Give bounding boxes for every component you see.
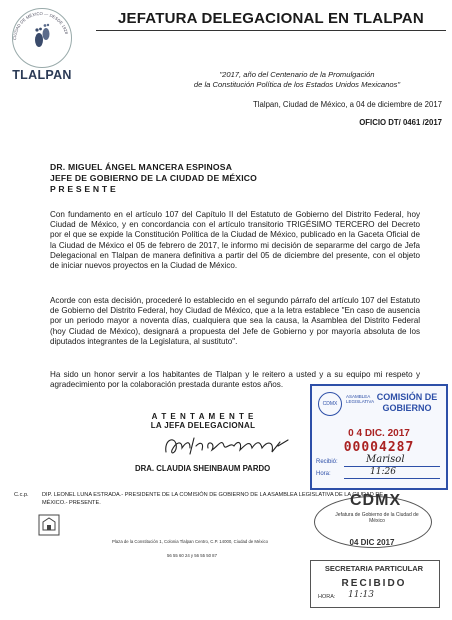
asamblea-emblem: ASAMBLEA LEGISLATIVA — [346, 394, 375, 404]
footer-emblem-icon — [38, 514, 60, 536]
closing: A T E N T A M E N T E — [151, 412, 255, 421]
hora-handwriting: 11:26 — [370, 467, 396, 477]
cdmx-emblem-icon: CDMX — [318, 392, 342, 416]
office: LA JEFA DELEGACIONAL — [150, 421, 256, 430]
cc-text: DIP. LEONEL LUNA ESTRADA.- PRESIDENTE DE LA COMISIÓN DE GOBIERNO DE LA ASAMBLEA LEGISLATIVA DE LA CIUDAD DE MÉXICO.- PRESENTE. — [42, 492, 384, 506]
handwritten-signature — [160, 428, 300, 464]
logo-wordmark: TLALPAN — [12, 68, 72, 82]
footer-phone: 56 55 60 24 y 56 55 50 87 — [167, 553, 217, 558]
date-line: Tlalpan, Ciudad de México, a 04 de diciembre de 2017 — [253, 100, 442, 109]
comision-gobierno-stamp — [310, 384, 448, 490]
page-title: JEFATURA DELEGACIONAL EN TLALPAN — [118, 10, 424, 27]
signature-text: Claudia Sheinbaum — [170, 437, 197, 441]
stamp-date: 04 DIC 2017 — [349, 538, 395, 547]
secretaria-particular-stamp — [296, 490, 446, 610]
hora-label: Hora: — [316, 471, 331, 477]
footer-address: Plaza de la Constitución 1, Colonia Tlalpan Centro, C.P. 14000, Ciudad de México — [111, 539, 269, 544]
paragraph-1: Con fundamento en el artículo 107 del Capítulo II del Estatuto de Gobierno del Distrito Federal, hoy Ciudad de México, y en concordancia con el artículo transitorio TRIGÉSIMO TERCERO del Decreto por el que se expide la Constitución Política de la Ciudad de México, publicado en la Gaceta Oficial de la Ciudad de México el 05 de febrero de 2017, le informo mi decisión de separarme del cargo de Jefa Delegacional en Tlalpan de manera definitiva a partir del 05 de diciembre del presente, con el objeto de iniciar nuevos proyectos en la Ciudad de México. — [50, 210, 420, 271]
paragraph-2: Acorde con esta decisión, procederé lo establecido en el segundo párrafo del artículo 107 del Estatuto de Gobierno del Distrito Federal, hoy Ciudad de México, que a la letra establece "En caso de ausencia por un periodo mayor a noventa días, cualquiera que sea la causa, la Asamblea del Distrito Federal (hoy Ciudad de México), designará a propuesta del Jefe de Gobierno y por mayoría absoluta de los diputados integrantes de la Legislatura, al sustituto". — [50, 296, 420, 346]
logo-ring-label: CIUDAD DE MÉXICO — DESDE 1928 — [11, 10, 70, 41]
signer-name: DRA. CLAUDIA SHEINBAUM PARDO — [135, 464, 271, 473]
stamp-date: 0 4 DIC. 2017 — [348, 428, 410, 439]
stamp-hora-label: HORA: — [318, 594, 336, 600]
cc-label: C.c.p. — [14, 492, 29, 498]
oficio-number: OFICIO DT/ 0461 /2017 — [359, 118, 442, 127]
addressee-present: P R E S E N T E — [50, 184, 116, 194]
stamp-recibido: RECIBIDO — [341, 578, 407, 589]
stamp-secretaria: SECRETARIA PARTICULAR — [324, 564, 424, 573]
stamp-cdmx: CDMX — [350, 492, 402, 509]
stamp-subtitle: Jefatura de Gobierno de la Ciudad de México — [335, 512, 419, 524]
motto-line-1: "2017, año del Centenario de la Promulgación — [219, 70, 375, 79]
stamp-title: COMISIÓN DE GOBIERNO — [376, 392, 438, 413]
tlalpan-logo — [8, 8, 76, 88]
paragraph-3: Ha sido un honor servir a los habitantes de Tlalpan y le reitero a usted y a su equipo mi respeto y agradecimiento por la colaboración prestada durante estos años. — [50, 370, 420, 390]
motto — [176, 70, 418, 90]
header-divider — [96, 30, 446, 31]
addressee-role: JEFE DE GOBIERNO DE LA CIUDAD DE MÉXICO — [50, 173, 258, 183]
stamp-hora-value: 11:13 — [348, 590, 374, 600]
motto-line-2: de la Constitución Política de los Estados Unidos Mexicanos" — [193, 80, 401, 89]
footprint-icon — [32, 22, 52, 52]
stamp-folio: 00004287 — [343, 440, 415, 455]
addressee-name: DR. MIGUEL ÁNGEL MANCERA ESPINOSA — [50, 162, 233, 172]
hora-line — [344, 478, 440, 479]
recibio-handwriting: Marisol — [366, 454, 405, 465]
recibio-label: Recibió: — [316, 459, 338, 465]
